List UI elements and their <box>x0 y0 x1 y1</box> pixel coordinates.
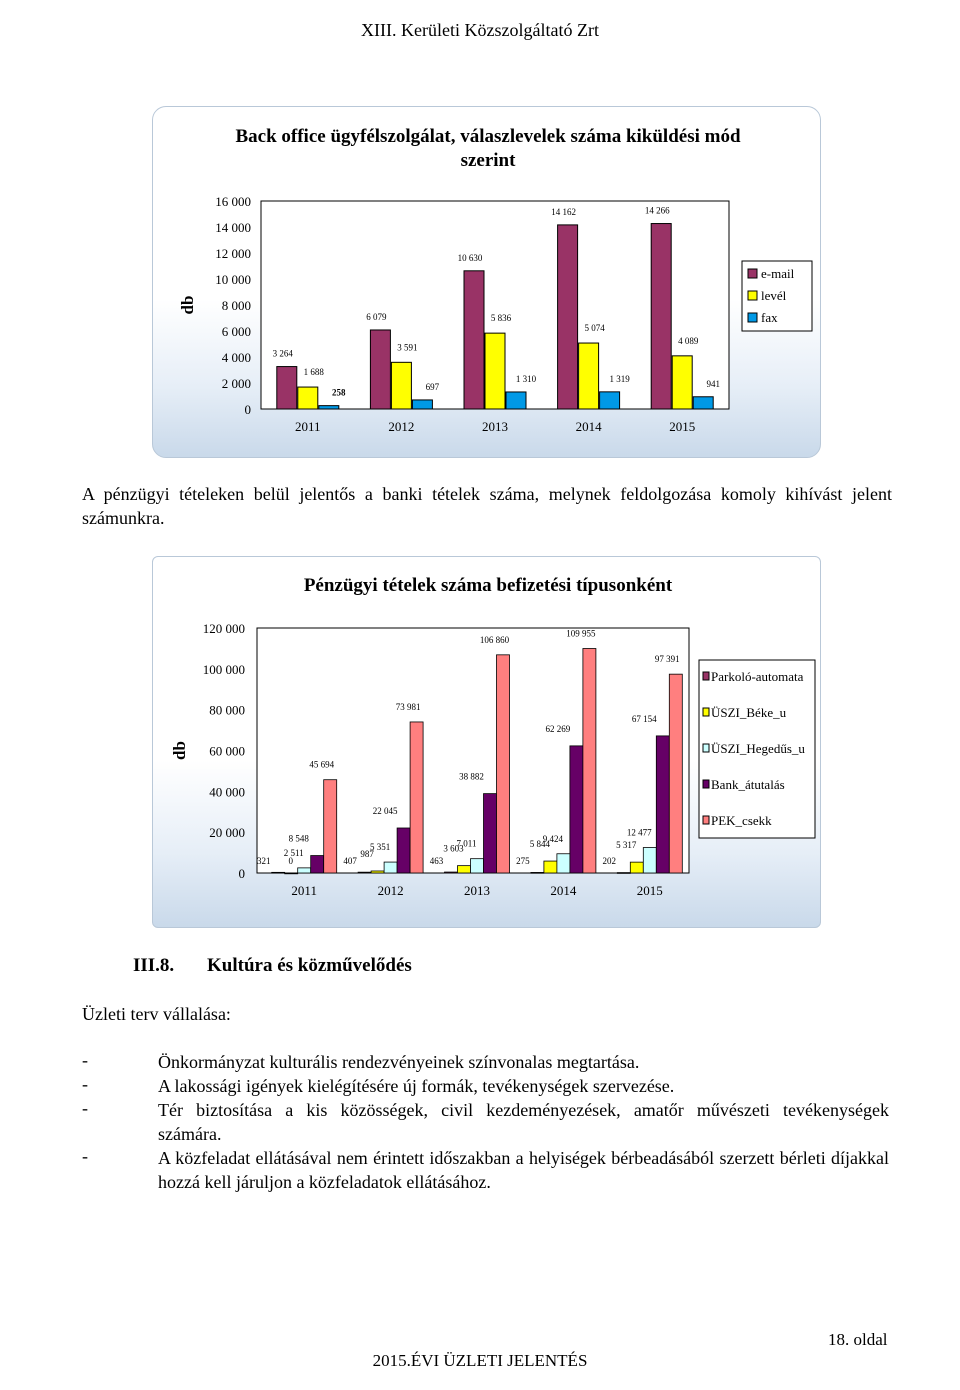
y-tick-label: 12 000 <box>215 246 251 261</box>
x-tick-label: 2014 <box>550 883 577 898</box>
bar-levél <box>672 356 692 409</box>
data-label: 6 079 <box>366 311 387 322</box>
bullet-dash: - <box>82 1074 88 1094</box>
legend-label: ÜSZI_Béke_u <box>711 705 787 720</box>
bar-levél <box>579 343 599 409</box>
data-label: 14 266 <box>644 205 670 216</box>
data-label: 67 154 <box>631 713 657 724</box>
x-tick-label: 2011 <box>291 883 317 898</box>
data-label: 463 <box>429 856 444 866</box>
data-label: 258 <box>332 387 346 398</box>
data-label: 3 591 <box>397 342 418 353</box>
y-tick-label: 6 000 <box>221 324 251 339</box>
bar-PEK_csekk <box>410 722 423 873</box>
chart-back-office <box>152 106 821 458</box>
data-label: 2 511 <box>283 847 304 858</box>
plot-area <box>257 628 689 873</box>
x-tick-label: 2013 <box>482 419 508 434</box>
y-axis-label: db <box>170 741 189 760</box>
chart-payments <box>152 556 821 928</box>
data-label: 7 011 <box>456 838 477 849</box>
y-tick-label: 2 000 <box>221 376 251 391</box>
bullet-dash: - <box>82 1098 88 1118</box>
bar-Bank_átutalás <box>311 856 324 873</box>
y-tick-label: 10 000 <box>215 272 251 287</box>
legend-swatch <box>703 744 709 752</box>
data-label: 1 688 <box>303 367 324 378</box>
data-label: 5 351 <box>369 842 391 853</box>
bar-fax <box>412 400 432 409</box>
chart-title: Pénzügyi tételek száma befizetési típusonként <box>303 575 673 596</box>
bullet-item: Önkormányzat kulturális rendezvényeinek színvonalas megtartása. <box>158 1052 640 1072</box>
legend-swatch <box>703 708 709 716</box>
data-label: 5 836 <box>490 313 512 324</box>
x-tick-label: 2015 <box>636 883 663 898</box>
y-tick-label: 100 000 <box>202 661 245 677</box>
chart-title: Back office ügyfélszolgálat, válaszlevelek száma kiküldési mód szerint <box>235 126 741 171</box>
data-label: 941 <box>706 378 720 389</box>
data-label: 4 089 <box>678 335 699 346</box>
legend-swatch <box>748 269 757 278</box>
x-tick-label: 2014 <box>575 419 602 434</box>
data-label: 3 264 <box>272 348 293 359</box>
x-tick-label: 2011 <box>295 419 321 434</box>
bar-levél <box>391 362 411 409</box>
data-label: 62 269 <box>545 723 571 734</box>
legend-swatch <box>748 313 757 322</box>
bar-ÜSZI_Hegedűs_u <box>471 859 484 873</box>
legend-label: PEK_csekk <box>711 813 772 828</box>
bar-PEK_csekk <box>583 649 596 873</box>
bar-ÜSZI_Béke_u <box>285 873 298 874</box>
x-tick-label: 2015 <box>669 419 696 434</box>
bar-ÜSZI_Hegedűs_u <box>384 862 397 873</box>
bar-Parkoló-automata <box>531 872 544 873</box>
bar-ÜSZI_Béke_u <box>630 862 643 873</box>
legend-swatch <box>703 816 709 824</box>
bar-Bank_átutalás <box>570 746 583 873</box>
data-label: 1 319 <box>609 373 630 384</box>
bar-e-mail <box>464 271 484 409</box>
legend-label: e-mail <box>761 266 795 281</box>
bar-Bank_átutalás <box>484 794 497 873</box>
bullet-dash: - <box>82 1050 88 1070</box>
data-label: 407 <box>343 856 357 866</box>
data-label: 987 <box>360 848 374 859</box>
section-number: III.8. <box>133 955 175 976</box>
data-label: 106 860 <box>479 634 510 645</box>
bar-e-mail <box>558 225 578 409</box>
bar-fax <box>319 406 339 409</box>
y-tick-label: 120 000 <box>202 621 245 636</box>
data-label: 9 424 <box>542 833 564 844</box>
bullet-dash: - <box>82 1146 88 1166</box>
section-title: Kultúra és közművelődés <box>207 955 412 976</box>
data-label: 5 844 <box>529 839 551 850</box>
x-tick-label: 2012 <box>388 419 415 434</box>
bar-fax <box>693 397 713 409</box>
bar-e-mail <box>277 367 297 409</box>
bar-Parkoló-automata <box>617 873 630 874</box>
legend-label: fax <box>761 310 778 325</box>
bar-e-mail <box>370 330 390 409</box>
legend-label: levél <box>761 288 787 303</box>
data-label: 5 074 <box>584 323 605 334</box>
bullet-item: Tér biztosítása a kis közösségek, civil kezdeményezések, amatőr művészeti tevékenységek számára. <box>158 1100 889 1144</box>
legend-label: Bank_átutalás <box>711 777 785 792</box>
bar-levél <box>485 333 505 409</box>
bar-fax <box>600 392 620 409</box>
bar-fax <box>506 392 526 409</box>
bullet-item: A közfeladat ellátásával nem érintett időszakban a helyiségek bérbeadásából szerzett bérleti díjakkal hozzá kell járuljon a közfeladatok ellátásához. <box>158 1148 889 1192</box>
data-label: 321 <box>256 856 271 866</box>
bar-PEK_csekk <box>669 674 682 873</box>
paragraph: A pénzügyi tételeken belül jelentős a banki tételek száma, melynek feldolgozása komoly kihívást jelent számunkra. <box>82 484 892 528</box>
bar-ÜSZI_Hegedűs_u <box>643 848 656 873</box>
chart-plot <box>153 557 820 927</box>
y-tick-label: 4 000 <box>221 350 251 365</box>
y-tick-label: 8 000 <box>221 298 251 313</box>
bar-PEK_csekk <box>324 780 337 873</box>
bar-PEK_csekk <box>497 655 510 873</box>
bar-ÜSZI_Hegedűs_u <box>298 868 311 873</box>
bar-Bank_átutalás <box>656 736 669 873</box>
report-title: 2015.ÉVI ÜZLETI JELENTÉS <box>372 1351 588 1370</box>
page-number: 18. oldal <box>828 1330 888 1349</box>
x-tick-label: 2012 <box>377 883 404 898</box>
y-tick-label: 16 000 <box>215 194 251 209</box>
data-label: 5 317 <box>616 840 637 851</box>
bar-e-mail <box>651 224 671 409</box>
bar-ÜSZI_Béke_u <box>544 861 557 873</box>
legend-label: ÜSZI_Hegedűs_u <box>711 741 805 756</box>
y-tick-label: 60 000 <box>209 743 245 759</box>
data-label: 14 162 <box>551 206 576 217</box>
data-label: 10 630 <box>457 252 483 263</box>
plan-label: Üzleti terv vállalása: <box>82 1004 231 1024</box>
page-header: XIII. Kerületi Közszolgáltató Zrt <box>361 20 599 40</box>
bar-Parkoló-automata <box>272 872 285 873</box>
data-label: 202 <box>602 856 617 866</box>
data-label: 12 477 <box>626 827 652 838</box>
data-label: 8 548 <box>288 833 309 844</box>
data-label: 45 694 <box>309 759 335 770</box>
bullet-item: A lakossági igények kielégítésére új formák, tevékenységek szervezése. <box>158 1076 675 1096</box>
data-label: 38 882 <box>459 771 484 782</box>
bar-Bank_átutalás <box>397 828 410 873</box>
bar-Parkoló-automata <box>358 872 371 873</box>
bar-ÜSZI_Béke_u <box>458 866 471 873</box>
y-axis-label: db <box>178 295 197 315</box>
data-label: 3 603 <box>443 843 464 854</box>
bar-ÜSZI_Béke_u <box>371 871 384 873</box>
y-tick-label: 80 000 <box>209 702 245 718</box>
data-label: 0 <box>288 856 293 866</box>
bar-ÜSZI_Hegedűs_u <box>557 854 570 873</box>
legend-label: Parkoló-automata <box>711 669 804 684</box>
legend-swatch <box>703 672 709 680</box>
data-label: 697 <box>425 381 440 392</box>
legend-swatch <box>703 780 709 788</box>
y-tick-label: 14 000 <box>215 220 251 235</box>
data-label: 275 <box>516 856 530 866</box>
bar-Parkoló-automata <box>445 872 458 873</box>
legend-swatch <box>748 291 757 300</box>
data-label: 1 310 <box>515 373 537 384</box>
y-tick-label: 0 <box>244 402 251 417</box>
bar-levél <box>298 387 318 409</box>
data-label: 97 391 <box>654 654 680 665</box>
y-tick-label: 40 000 <box>209 784 245 800</box>
data-label: 73 981 <box>395 701 421 712</box>
y-tick-label: 20 000 <box>209 825 245 841</box>
x-tick-label: 2013 <box>464 883 490 898</box>
data-label: 22 045 <box>372 805 398 816</box>
y-tick-label: 0 <box>238 866 245 881</box>
data-label: 109 955 <box>566 628 596 639</box>
chart-plot <box>153 107 820 457</box>
